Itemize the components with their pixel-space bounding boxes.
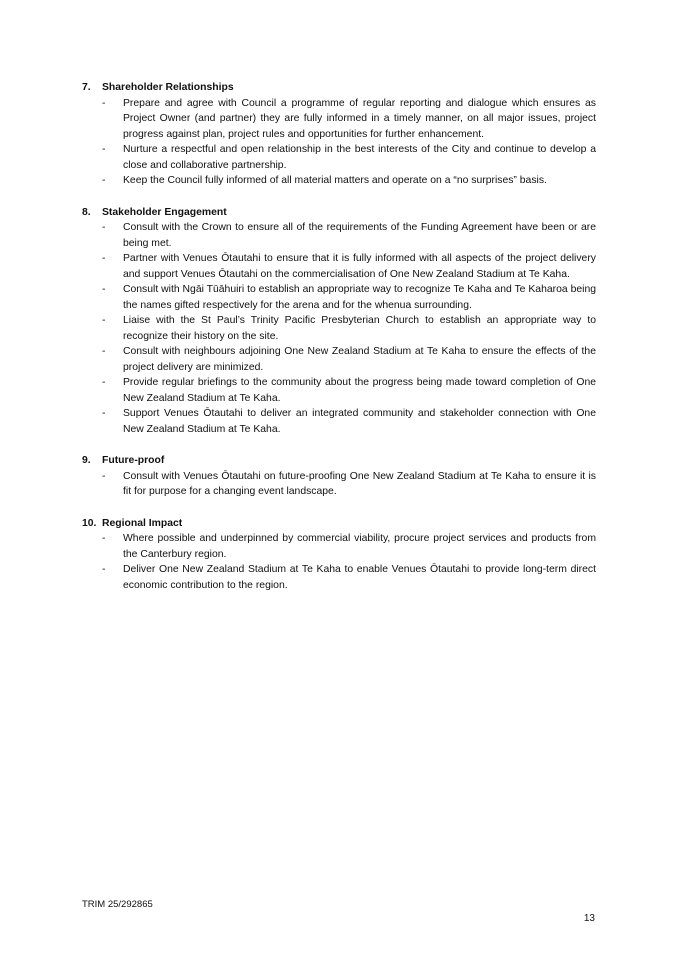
bullet-list: [82, 469, 596, 500]
bullet-dash: -: [102, 144, 106, 155]
section-title: Future-proof: [102, 455, 165, 466]
bullet-text: Consult with Ngāi Tūāhuiri to establish an appropriate way to recognize Te Kaha and Te Kaharoa being the names gifted respectively for the arena and for the whenua surrounding.: [123, 284, 596, 311]
section-title: Regional Impact: [102, 517, 183, 529]
section-1: [82, 80, 596, 189]
section-title: Shareholder Relationships: [102, 82, 234, 93]
section-heading: [82, 80, 596, 96]
bullet-text: Deliver One New Zealand Stadium at Te Kaha to enable Venues Ōtautahi to provide long-term direct economic contribution to the region.: [123, 564, 596, 591]
bullet-dash: -: [102, 315, 106, 326]
bullet-text: Provide regular briefings to the community about the progress being made toward completion of One New Zealand Stadium at Te Kaha.: [123, 377, 596, 404]
bullet-text: Prepare and agree with Council a programme of regular reporting and dialogue which ensures as Project Owner (and partner) they are fully informed in a timely manner, on all major issues, project progress against plan, project rules and opportunities for further enhancement.: [123, 97, 596, 140]
bullet-item: [82, 469, 596, 500]
section-number: 7.: [82, 82, 91, 93]
bullet-item: [82, 562, 596, 593]
trim-reference: TRIM 25/292865: [82, 899, 153, 910]
bullet-item: [82, 406, 596, 437]
section-number: 8.: [82, 206, 91, 218]
page-number: 13: [583, 913, 595, 924]
bullet-item: [82, 251, 596, 282]
section-number: 10.: [82, 517, 97, 529]
bullet-text: Keep the Council fully informed of all material matters and operate on a “no surprises” basis.: [123, 175, 547, 186]
bullet-text: Where possible and underpinned by commercial viability, procure project services and products from the Canterbury region.: [123, 533, 596, 560]
bullet-item: [82, 313, 596, 344]
bullet-item: [82, 344, 596, 375]
bullet-item: [82, 96, 596, 143]
bullet-text: Consult with neighbours adjoining One New Zealand Stadium at Te Kaha to ensure the effects of the project delivery are minimized.: [123, 346, 596, 373]
bullet-dash: -: [102, 253, 106, 264]
section-3: [82, 453, 596, 500]
bullet-item: [82, 375, 596, 406]
bullet-dash: -: [102, 175, 106, 186]
section-4: [82, 516, 596, 594]
bullet-dash: -: [102, 533, 106, 544]
section-title: Stakeholder Engagement: [102, 206, 227, 218]
bullet-dash: -: [102, 470, 106, 482]
section-heading: [82, 453, 596, 469]
bullet-dash: -: [102, 284, 106, 295]
bullet-item: [82, 220, 596, 251]
bullet-dash: -: [102, 408, 106, 419]
document-body: [82, 80, 596, 609]
bullet-list: [82, 220, 596, 437]
bullet-dash: -: [102, 564, 106, 575]
bullet-list: [82, 96, 596, 189]
bullet-text: Liaise with the St Paul’s Trinity Pacific Presbyterian Church to establish an appropriate way to recognize their history on the site.: [123, 315, 596, 342]
bullet-item: [82, 173, 596, 189]
bullet-item: [82, 282, 596, 313]
bullet-text: Consult with Venues Ōtautahi on future-proofing One New Zealand Stadium at Te Kaha to ensure it is fit for purpose for a changing event landscape.: [123, 470, 596, 497]
section-heading: [82, 205, 596, 221]
section-2: [82, 205, 596, 438]
bullet-text: Support Venues Ōtautahi to deliver an integrated community and stakeholder connection with One New Zealand Stadium at Te Kaha.: [123, 408, 596, 435]
bullet-text: Nurture a respectful and open relationship in the best interests of the City and continue to develop a close and collaborative partnership.: [123, 144, 596, 171]
bullet-item: [82, 531, 596, 562]
section-number: 9.: [82, 455, 91, 466]
bullet-item: [82, 142, 596, 173]
bullet-dash: -: [102, 97, 106, 109]
section-heading: [82, 516, 596, 532]
bullet-dash: -: [102, 346, 106, 357]
bullet-text: Partner with Venues Ōtautahi to ensure that it is fully informed with all aspects of the project delivery and support Venues Ōtautahi on the commercialisation of One New Zealand Stadium at Te Kaha.: [123, 253, 596, 280]
bullet-dash: -: [102, 222, 106, 233]
bullet-list: [82, 531, 596, 593]
bullet-text: Consult with the Crown to ensure all of the requirements of the Funding Agreement have been or are being met.: [123, 222, 596, 249]
bullet-dash: -: [102, 377, 106, 388]
